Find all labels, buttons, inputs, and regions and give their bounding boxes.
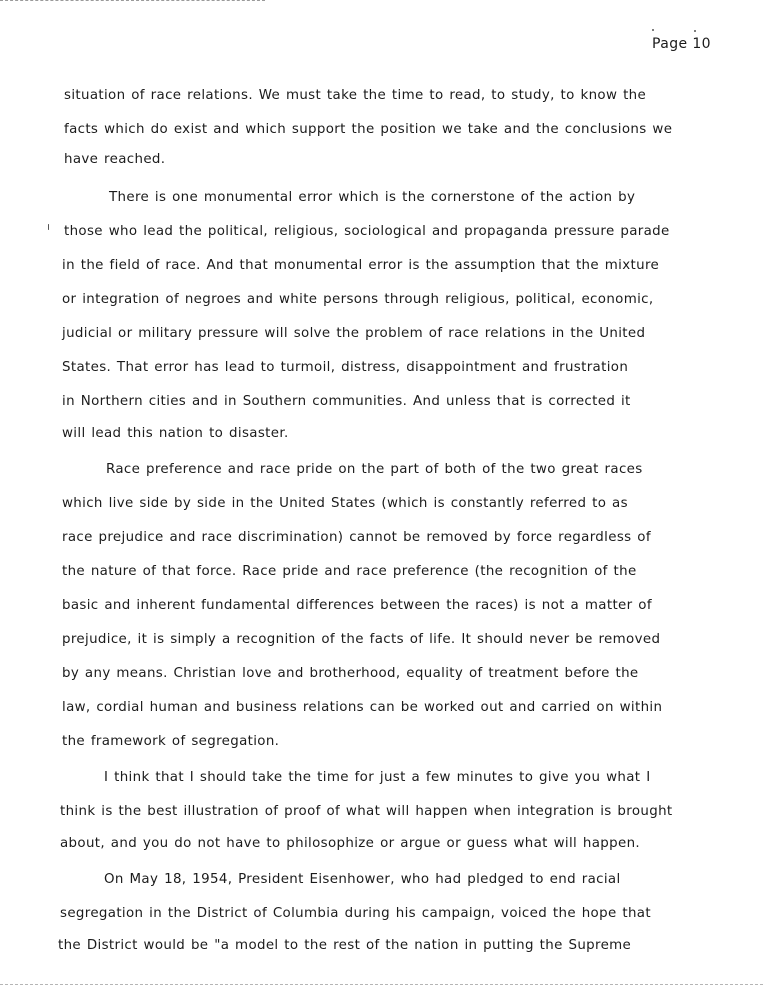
text-line: law, cordial human and business relations can be worked out and carried on within xyxy=(62,700,663,715)
scan-speck xyxy=(48,224,49,230)
text-line: facts which do exist and which support the position we take and the conclusions we xyxy=(64,122,673,137)
text-line: those who lead the political, religious, sociological and propaganda pressure parade xyxy=(64,224,670,239)
text-line: the District would be "a model to the rest of the nation in putting the Supreme xyxy=(58,938,632,953)
text-line: segregation in the District of Columbia during his campaign, voiced the hope that xyxy=(60,906,651,921)
text-line: basic and inherent fundamental differences between the races) is not a matter of xyxy=(62,598,652,613)
text-line: There is one monumental error which is the cornerstone of the action by xyxy=(109,190,636,205)
text-line: prejudice, it is simply a recognition of the facts of life. It should never be removed xyxy=(62,632,661,647)
text-line: the framework of segregation. xyxy=(62,734,280,749)
text-line: about, and you do not have to philosophize or argue or guess what will happen. xyxy=(60,836,641,851)
text-line: On May 18, 1954, President Eisenhower, who had pledged to end racial xyxy=(104,872,621,887)
text-line: think is the best illustration of proof of what will happen when integration is brought xyxy=(60,804,673,819)
scan-top-edge xyxy=(0,0,265,1)
page-number: Page 10 xyxy=(652,36,711,52)
text-line: in Northern cities and in Southern communities. And unless that is corrected it xyxy=(62,394,631,409)
text-line: or integration of negroes and white persons through religious, political, economic, xyxy=(62,292,654,307)
text-line: judicial or military pressure will solve the problem of race relations in the United xyxy=(62,326,646,341)
text-line: States. That error has lead to turmoil, distress, disappointment and frustration xyxy=(62,360,629,375)
text-line: by any means. Christian love and brotherhood, equality of treatment before the xyxy=(62,666,639,681)
text-line: I think that I should take the time for just a few minutes to give you what I xyxy=(104,770,651,785)
text-line: in the field of race. And that monumental error is the assumption that the mixture xyxy=(62,258,660,273)
text-line: race prejudice and race discrimination) cannot be removed by force regardless of xyxy=(62,530,651,545)
text-line: the nature of that force. Race pride and race preference (the recognition of the xyxy=(62,564,637,579)
text-line: will lead this nation to disaster. xyxy=(62,426,289,441)
scan-speck xyxy=(652,29,654,31)
text-line: which live side by side in the United States (which is constantly referred to as xyxy=(62,496,628,511)
scan-bottom-edge xyxy=(0,984,763,985)
scan-speck xyxy=(694,30,696,32)
text-line: have reached. xyxy=(64,152,166,167)
text-line: Race preference and race pride on the part of both of the two great races xyxy=(106,462,643,477)
text-line: situation of race relations. We must take the time to read, to study, to know the xyxy=(64,88,647,103)
